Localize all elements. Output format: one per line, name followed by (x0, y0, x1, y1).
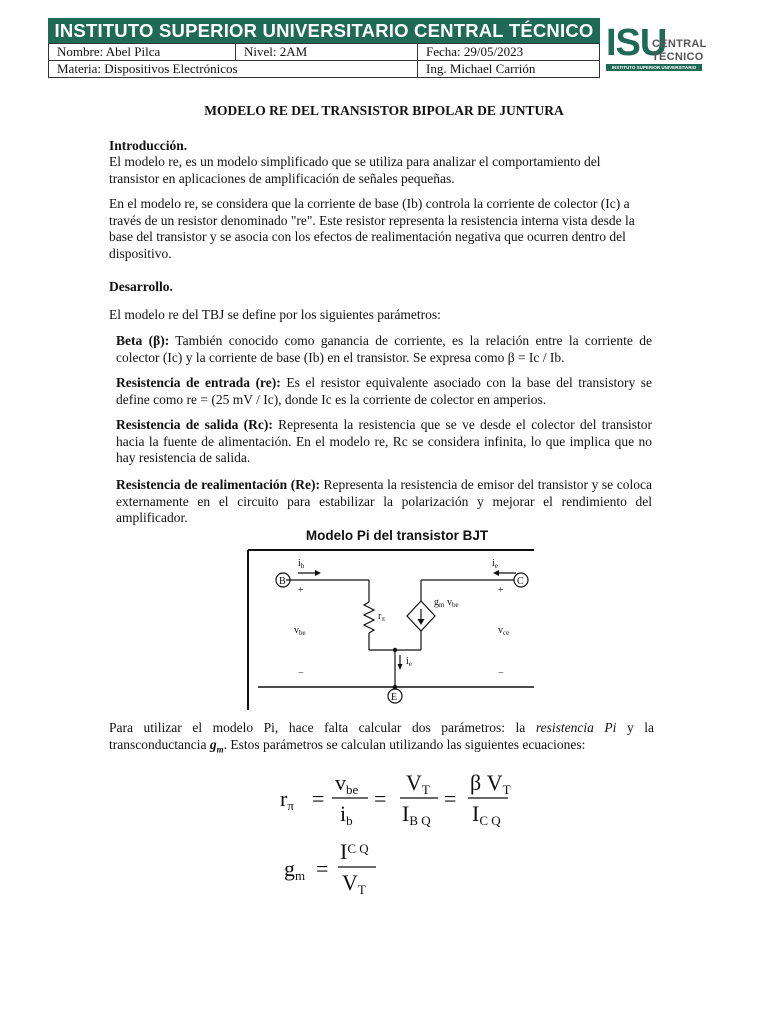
param-term: Beta (β): (116, 333, 170, 348)
pi-model-paragraph (109, 720, 654, 758)
intro-paragraph-1: El modelo re, es un modelo simplificado que se utiliza para analizar el comportamiento del transistor en aplicaciones de amplificación de señales pequeñas. (109, 154, 601, 186)
plus-left: + (298, 585, 304, 596)
node-e-label: E (391, 692, 398, 703)
vbe-label: $v_{be}$ (294, 625, 306, 637)
minus-right: − (498, 668, 504, 679)
gm-vbe-label: $g_m$ $v_{be}$ (434, 597, 459, 609)
eq-r-pi: rπ (280, 786, 294, 813)
param-text: Representa la resistencia de emisor del transistor y se coloca externamente en el circuito para estabilizar la polarización y mejorar el rendimiento del amplificador. (116, 477, 652, 525)
eq-vbe: vbe (335, 770, 359, 797)
eq-icq-2: $I^{C Q}$ (340, 839, 369, 864)
date: Fecha: 29/05/2023 (418, 44, 600, 61)
intro-heading: Introducción. (109, 138, 188, 153)
logo-central-text: CENTRAL (652, 38, 707, 50)
pi-paragraph-text-c: . Estos parámetros se calculan utilizando las siguientes ecuaciones: (223, 736, 586, 752)
eq-ibq: IB Q (402, 801, 431, 828)
intro-paragraph-2: En el modelo re, se considera que la corriente de base (Ib) controla la corriente de colector (Ic) a través de un resistor denominado "re". Este resistor representa la resistencia interna vista desde la base del transistor y se asocia con los efectos de realimentación negativa que ocurren dentro del dispositivo. (109, 196, 635, 261)
param-beta (116, 333, 652, 366)
figure-title: Modelo Pi del transistor BJT (305, 528, 489, 543)
plus-right: + (498, 585, 504, 596)
institution-banner: INSTITUTO SUPERIOR UNIVERSITARIO CENTRAL TÉCNICO (48, 18, 600, 43)
vce-label: $v_{ce}$ (498, 625, 510, 637)
minus-left: − (298, 668, 304, 679)
eq-sign-2: = (374, 786, 387, 811)
document-title: MODELO RE DEL TRANSISTOR BIPOLAR DE JUNTURA (204, 103, 564, 118)
eq-beta-vt: β VT (470, 770, 511, 797)
eq-vt-2: VT (342, 870, 366, 896)
eq-icq: IC Q (472, 801, 501, 828)
isu-logo (604, 22, 707, 74)
r-pi-label: $r_\pi$ (378, 611, 385, 623)
pi-paragraph-text-b: y la transconductancia (109, 720, 654, 752)
development-heading: Desarrollo. (109, 279, 173, 294)
equations (276, 766, 526, 896)
student-info-table (48, 43, 600, 78)
param-output-resistance (116, 417, 652, 467)
eq-sign-4: = (316, 856, 329, 881)
student-name: Nombre: Abel Pilca (49, 44, 236, 61)
param-input-resistance (116, 375, 652, 408)
eq-ib: ib (340, 801, 353, 828)
logo-isu-text: ISU (606, 22, 667, 64)
teacher: Ing. Michael Carrión (418, 61, 600, 78)
param-feedback-resistance (116, 477, 652, 527)
param-term: Resistencia de salida (Rc): (116, 417, 273, 432)
node-c-label: C (517, 576, 524, 587)
logo-tecnico-text: TÉCNICO (652, 51, 704, 63)
node-b-label: B (279, 576, 286, 587)
student-level: Nivel: 2AM (236, 44, 418, 61)
param-text: También conocido como ganancia de corriente, es la relación entre la corriente de colector (Ic) y la corriente de base (Ib) en el transistor. Se expresa como β = Ic / Ib. (116, 333, 652, 365)
ie-bottom-label: $i_e$ (406, 656, 412, 668)
ie-top-label: $i_e$ (492, 558, 498, 570)
subject: Materia: Dispositivos Electrónicos (49, 61, 418, 78)
eq-sign-3: = (444, 786, 457, 811)
pi-paragraph-text-a: Para utilizar el modelo Pi, hace falta calcular dos parámetros: la (109, 720, 536, 735)
pi-paragraph-emphasis: resistencia Pi (535, 720, 617, 735)
eq-vt: VT (406, 770, 430, 797)
param-term: Resistencia de realimentación (Re): (116, 477, 320, 492)
param-text: Representa la resistencia que se ve desde el colector del transistor hacia la fuente de alimentación. En el modelo re, Rc se considera infinita, lo que implica que no hay resistencia de salida. (116, 417, 652, 465)
ib-label: $i_b$ (298, 558, 305, 570)
eq-sign-1: = (312, 786, 325, 811)
param-text: Es el resistor equivalente asociado con la base del transistory se define como re = (25 mV / Ic), donde Ic es la corriente de colector en amperios. (116, 375, 652, 407)
development-paragraph: El modelo re del TBJ se define por los siguientes parámetros: (109, 307, 441, 322)
eq-gm: gm (284, 856, 306, 883)
pi-model-circuit-diagram (246, 546, 536, 712)
param-term: Resistencia de entrada (re): (116, 375, 281, 390)
gm-inline: $g_m$ (209, 736, 224, 755)
logo-strip-text: INSTITUTO SUPERIOR UNIVERSITARIO (606, 64, 702, 71)
